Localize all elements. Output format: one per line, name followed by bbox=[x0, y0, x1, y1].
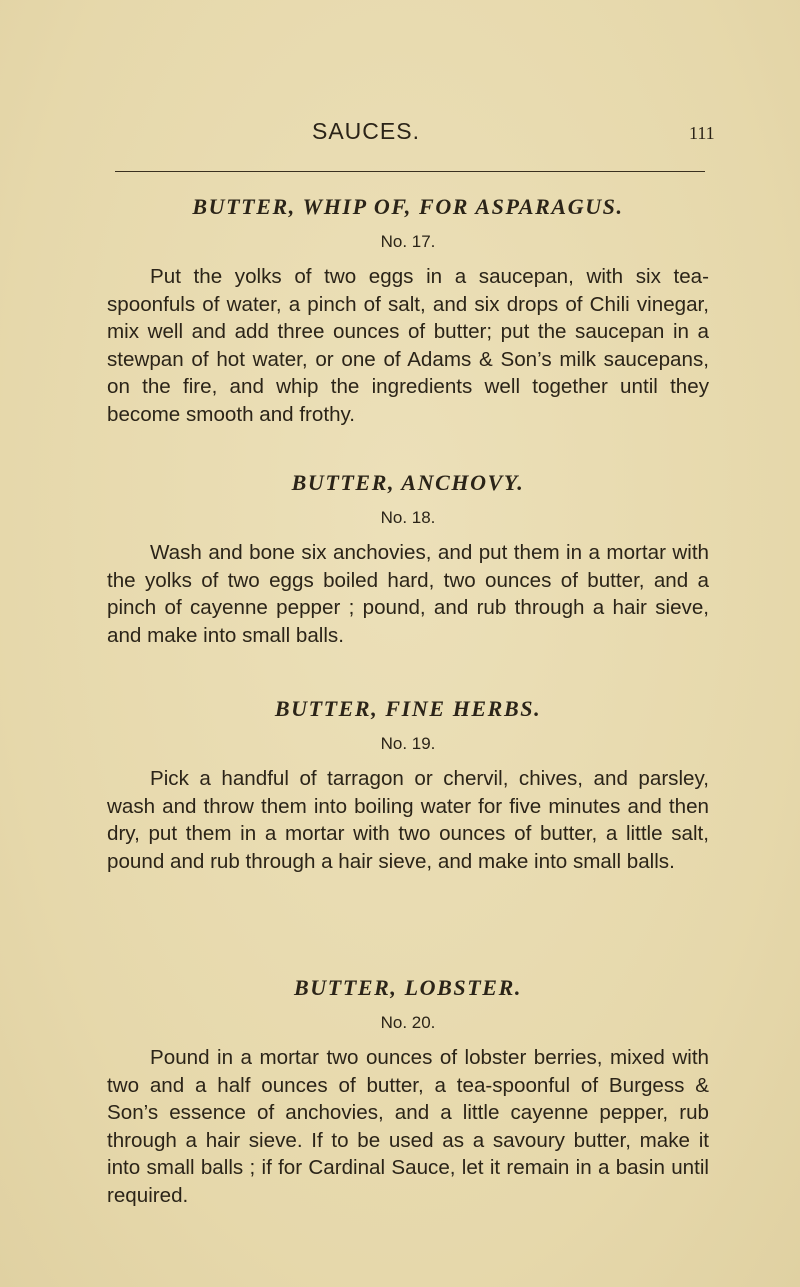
recipe-butter-fine-herbs bbox=[107, 695, 709, 896]
recipe-title: BUTTER, FINE HERBS. bbox=[274, 696, 542, 721]
recipe-number: No. 19. bbox=[380, 734, 436, 753]
recipe-butter-whip-asparagus bbox=[107, 193, 709, 428]
recipe-text: Wash and bone six anchovies, and put them in a mortar with the yolks of two eggs boiled hard, two ounces of butter, and a pinch of cayenne pepper ; pound, and rub through a hair sieve, and make into small balls. bbox=[107, 541, 709, 647]
recipe-text: Pick a handful of tarragon or chervil, chives, and parsley, wash and throw them into boiling water for five minutes and then dry, put them in a mortar with two ounces of butter, a little salt, pound and rub through a hair sieve, and make into small balls. bbox=[107, 767, 709, 873]
recipe-number: No. 17. bbox=[380, 232, 436, 251]
recipe-text: Put the yolks of two eggs in a saucepan, with six tea-spoonfuls of water, a pinch of salt, and six drops of Chili vinegar, mix well and add three ounces of butter; put the saucepan in a stewpan of hot water, or one of Adams & Son’s milk saucepans, on the fire, and whip the ingredients well together until they become smooth and frothy. bbox=[107, 265, 709, 426]
running-head bbox=[0, 118, 800, 148]
page-number: 111 bbox=[689, 123, 715, 143]
recipe-number: No. 20. bbox=[380, 1013, 436, 1032]
recipe-title: BUTTER, ANCHOVY. bbox=[291, 470, 525, 495]
recipe-butter-lobster bbox=[107, 974, 709, 1230]
recipe-title: BUTTER, WHIP OF, FOR ASPARAGUS. bbox=[192, 194, 624, 219]
header-rule bbox=[115, 171, 705, 172]
recipe-butter-anchovy bbox=[107, 469, 709, 670]
recipe-title: BUTTER, LOBSTER. bbox=[294, 975, 522, 1000]
recipe-number: No. 18. bbox=[380, 508, 436, 527]
recipe-text: Pound in a mortar two ounces of lobster berries, mixed with two and a half ounces of butter, a tea-spoonful of Burgess & Son’s essence of anchovies, and a little cayenne pepper, rub through a hair sieve. If to be used as a savoury butter, make it into small balls ; if for Cardinal Sauce, let it remain in a basin until required. bbox=[107, 1046, 709, 1207]
running-title: SAUCES. bbox=[312, 118, 420, 144]
